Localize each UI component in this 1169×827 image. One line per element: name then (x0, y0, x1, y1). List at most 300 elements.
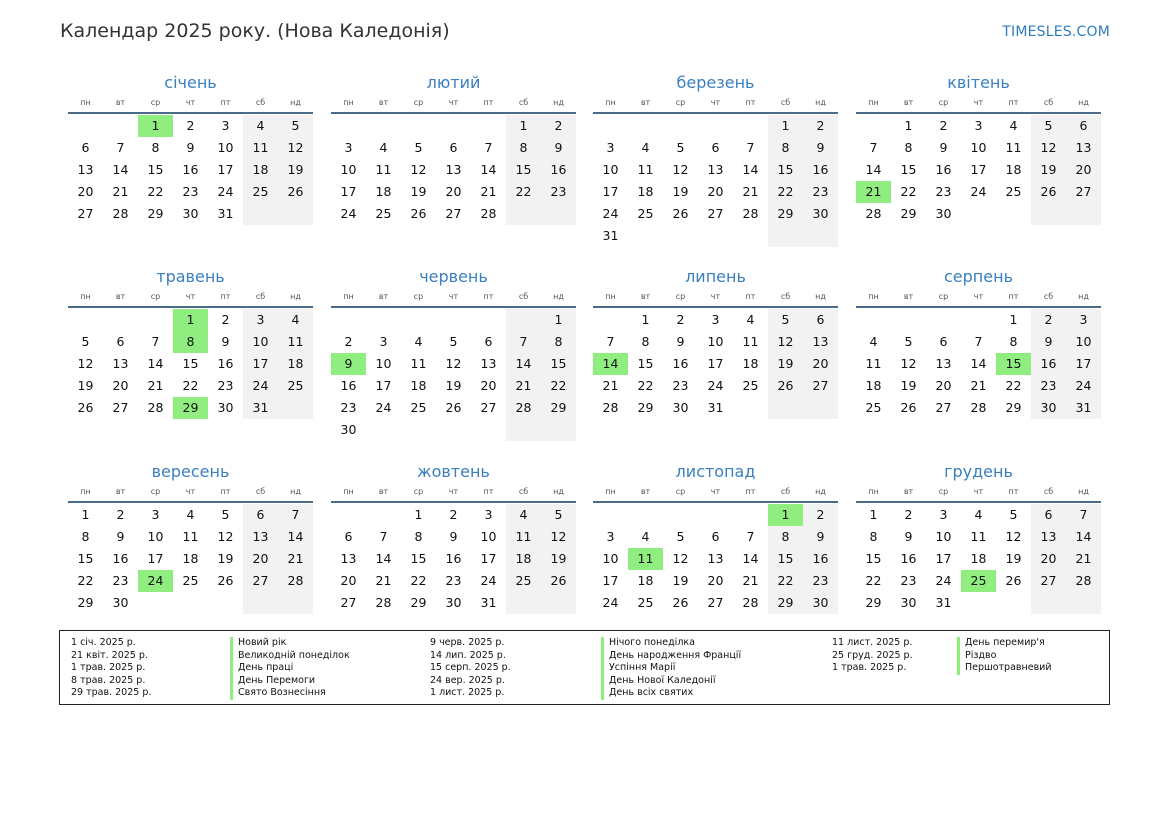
weekday-label: нд (290, 292, 301, 301)
empty-cell (663, 225, 698, 247)
day-cell: 16 (672, 356, 689, 371)
day-cell: 11 (506, 526, 541, 548)
day-cell: 3 (1066, 309, 1101, 331)
day-cell: 8 (173, 331, 208, 353)
weekday-label: пн (605, 292, 616, 301)
empty-cell (961, 309, 996, 331)
day-cell: 5 (904, 334, 913, 349)
day-cell: 14 (278, 526, 313, 548)
day-cell: 13 (243, 526, 278, 548)
month-name: березень (676, 73, 755, 92)
empty-cell (366, 419, 401, 441)
days-grid (68, 115, 313, 225)
day-cell: 26 (1005, 573, 1022, 588)
empty-cell (698, 225, 733, 247)
day-cell: 10 (707, 334, 724, 349)
empty-cell (366, 309, 401, 331)
days-grid (593, 115, 838, 247)
empty-cell (331, 115, 366, 137)
day-cell: 11 (278, 331, 313, 353)
day-cell: 25 (961, 570, 996, 592)
month-name: грудень (944, 462, 1013, 481)
empty-cell (803, 225, 838, 247)
empty-cell (506, 419, 541, 441)
weekday-label: пт (220, 98, 231, 107)
day-cell: 3 (939, 507, 948, 522)
day-cell: 3 (344, 140, 353, 155)
day-cell: 9 (221, 334, 230, 349)
day-cell: 11 (243, 137, 278, 159)
day-cell: 12 (445, 356, 462, 371)
day-cell: 2 (803, 115, 838, 137)
weekday-label: ср (675, 98, 686, 107)
day-cell: 19 (541, 548, 576, 570)
day-cell: 28 (1066, 570, 1101, 592)
day-cell: 4 (278, 309, 313, 331)
day-cell: 21 (375, 573, 392, 588)
empty-cell (733, 225, 768, 247)
day-cell: 1 (768, 115, 803, 137)
day-cell: 26 (445, 400, 462, 415)
day-cell: 5 (414, 140, 423, 155)
day-cell: 1 (173, 309, 208, 331)
day-cell: 1 (768, 504, 803, 526)
legend-names-col-2 (601, 637, 741, 700)
day-cell: 23 (541, 181, 576, 203)
weekday-label: пт (483, 98, 494, 107)
weekday-header (593, 485, 838, 503)
weekday-label: нд (553, 292, 564, 301)
day-cell: 1 (869, 507, 878, 522)
weekday-label: нд (553, 487, 564, 496)
day-cell: 17 (1066, 353, 1101, 375)
month-name: листопад (675, 462, 756, 481)
empty-cell (278, 397, 313, 419)
day-cell: 11 (637, 162, 654, 177)
day-cell: 20 (112, 378, 129, 393)
brand-link[interactable]: TIMESLES.COM (1002, 24, 1110, 40)
day-cell: 22 (1005, 378, 1022, 393)
day-cell: 5 (676, 140, 685, 155)
day-cell: 13 (77, 162, 94, 177)
legend-dates-col-3 (832, 637, 913, 675)
day-cell: 29 (637, 400, 654, 415)
day-cell: 17 (707, 356, 724, 371)
day-cell: 12 (541, 526, 576, 548)
weekday-label: вт (903, 292, 914, 301)
day-cell: 2 (939, 118, 948, 133)
day-cell: 23 (900, 573, 917, 588)
legend-holiday-name: День перемир'я (957, 637, 1052, 650)
days-grid (856, 309, 1101, 419)
day-cell: 12 (900, 356, 917, 371)
month-calendar (593, 461, 838, 614)
weekday-label: пн (80, 292, 91, 301)
day-cell: 23 (182, 184, 199, 199)
day-cell: 23 (803, 570, 838, 592)
weekday-label: чт (710, 487, 721, 496)
weekday-label: сб (255, 292, 266, 301)
day-cell: 23 (935, 184, 952, 199)
empty-cell (891, 309, 926, 331)
day-cell: 27 (480, 400, 497, 415)
weekday-label: сб (1043, 487, 1054, 496)
empty-cell (541, 419, 576, 441)
day-cell: 1 (138, 115, 173, 137)
empty-cell (243, 592, 278, 614)
day-cell: 23 (672, 378, 689, 393)
weekday-header (331, 485, 576, 503)
legend-dates-col-2 (430, 637, 511, 700)
weekday-label: нд (815, 292, 826, 301)
day-cell: 26 (1031, 181, 1066, 203)
day-cell: 24 (243, 375, 278, 397)
holiday-legend (59, 630, 1110, 705)
empty-cell (856, 115, 891, 137)
day-cell: 14 (506, 353, 541, 375)
weekday-label: вт (903, 98, 914, 107)
weekday-label: чт (973, 292, 984, 301)
empty-cell (506, 309, 541, 331)
day-cell: 10 (375, 356, 392, 371)
day-cell: 9 (1031, 331, 1066, 353)
day-cell: 7 (116, 140, 125, 155)
weekday-label: пн (868, 292, 879, 301)
empty-cell (961, 203, 996, 225)
empty-cell (436, 115, 471, 137)
legend-names-col-3 (957, 637, 1052, 675)
day-cell: 13 (1031, 526, 1066, 548)
weekday-label: пт (745, 487, 756, 496)
day-cell: 14 (147, 356, 164, 371)
weekday-label: сб (518, 98, 529, 107)
month-calendar (331, 266, 576, 441)
day-cell: 18 (970, 551, 987, 566)
month-name: квітень (947, 73, 1010, 92)
day-cell: 28 (278, 570, 313, 592)
day-cell: 11 (628, 548, 663, 570)
day-cell: 10 (340, 162, 357, 177)
empty-cell (856, 309, 891, 331)
day-cell: 19 (77, 378, 94, 393)
day-cell: 15 (637, 356, 654, 371)
day-cell: 25 (506, 570, 541, 592)
day-cell: 14 (112, 162, 129, 177)
day-cell: 23 (217, 378, 234, 393)
empty-cell (663, 115, 698, 137)
day-cell: 7 (506, 331, 541, 353)
day-cell: 31 (1066, 397, 1101, 419)
day-cell: 21 (278, 548, 313, 570)
day-cell: 7 (606, 334, 615, 349)
empty-cell (733, 504, 768, 526)
day-cell: 3 (221, 118, 230, 133)
legend-date: 29 трав. 2025 р. (71, 687, 152, 698)
day-cell: 10 (480, 529, 497, 544)
weekday-label: чт (448, 292, 459, 301)
legend-date: 14 лип. 2025 р. (430, 649, 506, 661)
day-cell: 19 (1005, 551, 1022, 566)
day-cell: 24 (970, 184, 987, 199)
legend-date: 8 трав. 2025 р. (71, 674, 146, 686)
day-cell: 21 (506, 375, 541, 397)
day-cell: 31 (602, 228, 619, 243)
day-cell: 30 (217, 400, 234, 415)
weekday-label: нд (1078, 487, 1089, 496)
day-cell: 25 (1005, 184, 1022, 199)
legend-holiday-name: Великодній понеділок (230, 650, 350, 663)
days-grid (593, 309, 838, 419)
day-cell: 29 (1005, 400, 1022, 415)
empty-cell (733, 115, 768, 137)
day-cell: 24 (480, 573, 497, 588)
weekday-label: нд (815, 487, 826, 496)
day-cell: 9 (803, 526, 838, 548)
legend-holiday-name: Свято Вознесіння (230, 687, 350, 700)
day-cell: 14 (1066, 526, 1101, 548)
empty-cell (663, 504, 698, 526)
empty-cell (401, 309, 436, 331)
weekday-label: вт (640, 292, 651, 301)
day-cell: 19 (278, 159, 313, 181)
weekday-header (68, 485, 313, 503)
day-cell: 26 (900, 400, 917, 415)
day-cell: 30 (445, 595, 462, 610)
day-cell: 6 (243, 504, 278, 526)
day-cell: 4 (869, 334, 878, 349)
day-cell: 29 (541, 397, 576, 419)
day-cell: 21 (742, 184, 759, 199)
legend-holiday-name: День Нової Каледонії (601, 675, 741, 688)
legend-date: 9 черв. 2025 р. (430, 637, 505, 648)
day-cell: 15 (541, 353, 576, 375)
day-cell: 5 (278, 115, 313, 137)
weekday-label: чт (185, 487, 196, 496)
day-cell: 14 (375, 551, 392, 566)
day-cell: 16 (803, 548, 838, 570)
weekday-label: чт (448, 487, 459, 496)
day-cell: 8 (904, 140, 913, 155)
day-cell: 23 (340, 400, 357, 415)
month-calendar (331, 461, 576, 614)
weekday-label: нд (290, 487, 301, 496)
weekday-label: пн (868, 487, 879, 496)
day-cell: 17 (147, 551, 164, 566)
day-cell: 9 (676, 334, 685, 349)
day-cell: 20 (243, 548, 278, 570)
weekday-label: вт (115, 292, 126, 301)
day-cell: 13 (707, 551, 724, 566)
day-cell: 6 (939, 334, 948, 349)
day-cell: 16 (935, 162, 952, 177)
weekday-label: сб (780, 98, 791, 107)
legend-holiday-name: День Перемоги (230, 675, 350, 688)
empty-cell (278, 203, 313, 225)
weekday-header (68, 290, 313, 308)
day-cell: 30 (1031, 397, 1066, 419)
weekday-label: ср (938, 487, 949, 496)
day-cell: 8 (541, 331, 576, 353)
empty-cell (103, 309, 138, 331)
day-cell: 18 (1005, 162, 1022, 177)
day-cell: 13 (112, 356, 129, 371)
day-cell: 12 (1005, 529, 1022, 544)
empty-cell (331, 504, 366, 526)
day-cell: 25 (182, 573, 199, 588)
days-grid (331, 309, 576, 441)
day-cell: 20 (707, 184, 724, 199)
weekday-header (331, 290, 576, 308)
day-cell: 17 (375, 378, 392, 393)
day-cell: 2 (1031, 309, 1066, 331)
weekday-label: сб (518, 292, 529, 301)
legend-holiday-name: День всіх святих (601, 687, 741, 700)
day-cell: 15 (996, 353, 1031, 375)
day-cell: 9 (904, 529, 913, 544)
day-cell: 25 (637, 595, 654, 610)
empty-cell (628, 115, 663, 137)
day-cell: 18 (243, 159, 278, 181)
day-cell: 13 (707, 162, 724, 177)
day-cell: 28 (742, 595, 759, 610)
day-cell: 9 (331, 353, 366, 375)
day-cell: 6 (711, 140, 720, 155)
day-cell: 19 (768, 353, 803, 375)
empty-cell (698, 115, 733, 137)
day-cell: 29 (900, 206, 917, 221)
weekday-label: пн (605, 98, 616, 107)
empty-cell (593, 115, 628, 137)
month-name: липень (685, 267, 746, 286)
day-cell: 17 (602, 184, 619, 199)
weekday-label: ср (413, 98, 424, 107)
day-cell: 6 (803, 309, 838, 331)
days-grid (331, 115, 576, 225)
day-cell: 28 (506, 397, 541, 419)
weekday-label: сб (255, 487, 266, 496)
weekday-label: пн (80, 487, 91, 496)
weekday-label: пт (1008, 487, 1019, 496)
month-name: червень (419, 267, 488, 286)
empty-cell (698, 504, 733, 526)
day-cell: 13 (935, 356, 952, 371)
day-cell: 7 (278, 504, 313, 526)
weekday-label: пн (80, 98, 91, 107)
weekday-label: пт (220, 487, 231, 496)
day-cell: 21 (602, 378, 619, 393)
empty-cell (628, 225, 663, 247)
month-calendar (856, 72, 1101, 225)
day-cell: 12 (1031, 137, 1066, 159)
day-cell: 6 (81, 140, 90, 155)
days-grid (68, 309, 313, 419)
day-cell: 3 (151, 507, 160, 522)
empty-cell (173, 592, 208, 614)
day-cell: 29 (768, 592, 803, 614)
day-cell: 26 (672, 595, 689, 610)
day-cell: 20 (340, 573, 357, 588)
weekday-label: чт (710, 292, 721, 301)
weekday-label: ср (150, 98, 161, 107)
day-cell: 6 (1066, 115, 1101, 137)
day-cell: 5 (449, 334, 458, 349)
legend-date: 1 лист. 2025 р. (430, 687, 505, 698)
month-calendar (68, 461, 313, 614)
day-cell: 19 (1031, 159, 1066, 181)
day-cell: 18 (637, 573, 654, 588)
day-cell: 5 (541, 504, 576, 526)
empty-cell (366, 504, 401, 526)
day-cell: 2 (803, 504, 838, 526)
day-cell: 22 (768, 570, 803, 592)
day-cell: 27 (1066, 181, 1101, 203)
day-cell: 5 (1009, 507, 1018, 522)
month-name: травень (156, 267, 225, 286)
day-cell: 20 (707, 573, 724, 588)
weekday-header (856, 96, 1101, 114)
weekday-label: чт (185, 98, 196, 107)
day-cell: 13 (803, 331, 838, 353)
day-cell: 19 (672, 573, 689, 588)
day-cell: 1 (1009, 312, 1018, 327)
day-cell: 10 (217, 140, 234, 155)
empty-cell (278, 592, 313, 614)
day-cell: 19 (410, 184, 427, 199)
day-cell: 12 (77, 356, 94, 371)
day-cell: 19 (900, 378, 917, 393)
weekday-label: пт (483, 487, 494, 496)
day-cell: 12 (768, 331, 803, 353)
month-name: жовтень (417, 462, 490, 481)
day-cell: 17 (602, 573, 619, 588)
empty-cell (471, 309, 506, 331)
month-name: лютий (426, 73, 481, 92)
weekday-label: вт (378, 487, 389, 496)
day-cell: 6 (344, 529, 353, 544)
days-grid (856, 504, 1101, 614)
day-cell: 11 (182, 529, 199, 544)
day-cell: 26 (768, 375, 803, 397)
weekday-header (331, 96, 576, 114)
empty-cell (436, 309, 471, 331)
day-cell: 28 (865, 206, 882, 221)
day-cell: 7 (746, 529, 755, 544)
legend-date: 11 лист. 2025 р. (832, 637, 913, 648)
day-cell: 20 (803, 353, 838, 375)
empty-cell (208, 592, 243, 614)
day-cell: 16 (803, 159, 838, 181)
empty-cell (68, 115, 103, 137)
day-cell: 20 (1031, 548, 1066, 570)
day-cell: 11 (1005, 140, 1022, 155)
empty-cell (506, 592, 541, 614)
day-cell: 28 (375, 595, 392, 610)
day-cell: 8 (506, 137, 541, 159)
empty-cell (593, 309, 628, 331)
day-cell: 7 (484, 140, 493, 155)
day-cell: 10 (147, 529, 164, 544)
day-cell: 20 (935, 378, 952, 393)
weekday-label: ср (150, 292, 161, 301)
day-cell: 22 (768, 181, 803, 203)
day-cell: 25 (243, 181, 278, 203)
day-cell: 7 (869, 140, 878, 155)
weekday-label: чт (710, 98, 721, 107)
day-cell: 14 (593, 353, 628, 375)
weekday-label: чт (448, 98, 459, 107)
day-cell: 21 (480, 184, 497, 199)
empty-cell (628, 504, 663, 526)
